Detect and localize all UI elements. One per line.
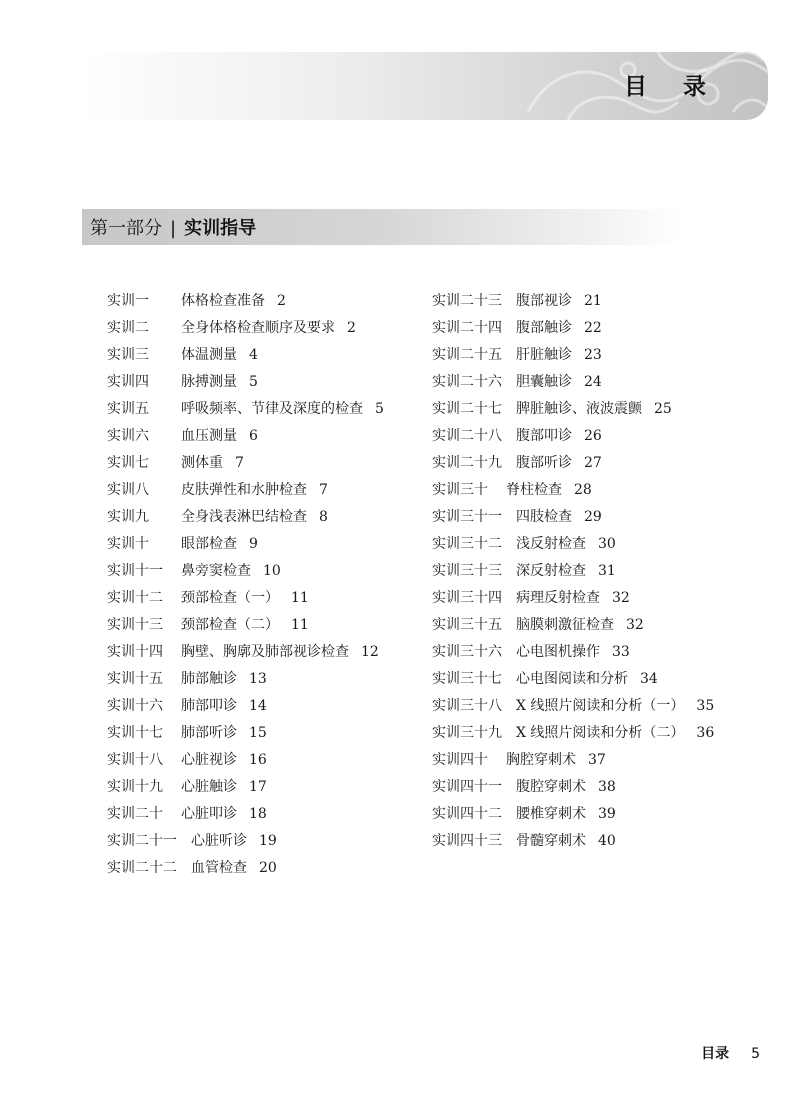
toc-entry-number: 实训三十六 <box>432 644 502 660</box>
header-band <box>82 52 768 120</box>
toc-entry[interactable] <box>107 369 417 396</box>
toc-entry[interactable] <box>107 531 417 558</box>
toc-entry-title: 心脏叩诊 <box>181 806 237 822</box>
footer-page-number: 5 <box>751 1046 760 1062</box>
toc-entry[interactable] <box>432 720 762 747</box>
toc-entry-number: 实训三十四 <box>432 590 502 606</box>
toc-entry[interactable] <box>432 477 762 504</box>
toc-entry-page: 9 <box>249 536 258 552</box>
toc-entry-title: 腹部叩诊 <box>516 428 572 444</box>
toc-entry-title: 心脏触诊 <box>181 779 237 795</box>
toc-entry[interactable] <box>432 801 762 828</box>
section-name: 实训指导 <box>184 218 257 239</box>
toc-entry-number: 实训四十二 <box>432 806 502 822</box>
toc-entry[interactable] <box>432 693 762 720</box>
toc-entry-number: 实训六 <box>107 428 149 444</box>
toc-entry-number: 实训八 <box>107 482 149 498</box>
toc-entry[interactable] <box>107 774 417 801</box>
toc-entry-number: 实训二十九 <box>432 455 502 471</box>
toc-entry-title: 心脏听诊 <box>191 833 247 849</box>
toc-entry-title: 骨髓穿刺术 <box>516 833 586 849</box>
toc-entry-number: 实训十九 <box>107 779 163 795</box>
toc-entry-number: 实训十一 <box>107 563 163 579</box>
toc-entry-title: 体格检查准备 <box>181 293 265 309</box>
toc-entry-title: 脾脏触诊、液波震颤 <box>516 401 642 417</box>
toc-entry-number: 实训十六 <box>107 698 163 714</box>
toc-entry-number: 实训三十八 <box>432 698 502 714</box>
toc-entry-title: 脉搏测量 <box>181 374 237 390</box>
toc-entry-number: 实训九 <box>107 509 149 525</box>
toc-entry[interactable] <box>107 288 417 315</box>
toc-entry-title: 心电图机操作 <box>516 644 600 660</box>
toc-entry-page: 5 <box>375 401 384 417</box>
toc-entry-page: 32 <box>626 617 644 633</box>
toc-entry-title: 测体重 <box>181 455 223 471</box>
section-part-label: 第一部分 <box>90 218 162 239</box>
toc-entry-page: 5 <box>249 374 258 390</box>
toc-entry-page: 16 <box>249 752 267 768</box>
toc-entry-title: 脊柱检查 <box>506 482 562 498</box>
toc-entry-number: 实训二十四 <box>432 320 502 336</box>
toc-entry-number: 实训四 <box>107 374 149 390</box>
toc-entry-page: 20 <box>259 860 277 876</box>
toc-entry-page: 39 <box>598 806 616 822</box>
toc-entry-title: 腹腔穿刺术 <box>516 779 586 795</box>
toc-entry-title: 呼吸频率、节律及深度的检查 <box>181 401 363 417</box>
toc-entry-page: 23 <box>584 347 602 363</box>
toc-entry-title: 肺部触诊 <box>181 671 237 687</box>
toc-entry-number: 实训三十三 <box>432 563 502 579</box>
toc-entry[interactable] <box>107 504 417 531</box>
toc-entry-number: 实训二十 <box>107 806 163 822</box>
toc-entry-title: 腹部听诊 <box>516 455 572 471</box>
toc-entry-title: 浅反射检查 <box>516 536 586 552</box>
toc-entry-page: 26 <box>584 428 602 444</box>
toc-entry[interactable] <box>107 666 417 693</box>
section-title <box>90 214 256 240</box>
toc-entry-title: 心脏视诊 <box>181 752 237 768</box>
toc-entry[interactable] <box>107 423 417 450</box>
toc-entry-page: 11 <box>291 617 309 633</box>
toc-entry-number: 实训三十 <box>432 482 488 498</box>
toc-entry-title: 胸腔穿刺术 <box>506 752 576 768</box>
toc-entry-page: 28 <box>574 482 592 498</box>
toc-entry-title: X 线照片阅读和分析（一） <box>516 698 685 714</box>
toc-entry-number: 实训四十 <box>432 752 488 768</box>
toc-entry-number: 实训三十二 <box>432 536 502 552</box>
toc-entry[interactable] <box>107 477 417 504</box>
page-footer <box>701 1043 760 1063</box>
toc-entry-page: 27 <box>584 455 602 471</box>
toc-entry-title: 深反射检查 <box>516 563 586 579</box>
toc-entry-number: 实训二十二 <box>107 860 177 876</box>
toc-entry[interactable] <box>432 612 762 639</box>
toc-entry-title: 心电图阅读和分析 <box>516 671 628 687</box>
toc-entry[interactable] <box>107 558 417 585</box>
toc-entry[interactable] <box>432 288 762 315</box>
toc-right-column <box>432 288 762 855</box>
toc-entry[interactable] <box>432 747 762 774</box>
toc-entry-title: 病理反射检查 <box>516 590 600 606</box>
toc-entry-page: 7 <box>319 482 328 498</box>
toc-entry-page: 15 <box>249 725 267 741</box>
footer-label: 目录 <box>701 1046 730 1062</box>
toc-entry-number: 实训十二 <box>107 590 163 606</box>
toc-entry[interactable] <box>107 342 417 369</box>
toc-entry-title: 体温测量 <box>181 347 237 363</box>
toc-entry-title: 腹部视诊 <box>516 293 572 309</box>
toc-entry-number: 实训二十七 <box>432 401 502 417</box>
toc-entry-number: 实训四十三 <box>432 833 502 849</box>
toc-entry[interactable] <box>107 855 417 882</box>
toc-entry[interactable] <box>432 558 762 585</box>
toc-entry-page: 10 <box>263 563 281 579</box>
toc-entry-number: 实训十三 <box>107 617 163 633</box>
toc-entry-page: 7 <box>235 455 244 471</box>
toc-entry[interactable] <box>107 747 417 774</box>
toc-entry[interactable] <box>432 450 762 477</box>
toc-entry-number: 实训二 <box>107 320 149 336</box>
toc-entry-title: 皮肤弹性和水肿检查 <box>181 482 307 498</box>
toc-entry-number: 实训三 <box>107 347 149 363</box>
toc-entry[interactable] <box>107 450 417 477</box>
toc-entry-page: 24 <box>584 374 602 390</box>
toc-entry[interactable] <box>432 531 762 558</box>
toc-entry-number: 实训二十五 <box>432 347 502 363</box>
toc-entry[interactable] <box>432 585 762 612</box>
toc-entry-page: 6 <box>249 428 258 444</box>
toc-left-column <box>107 288 417 882</box>
toc-entry[interactable] <box>432 423 762 450</box>
toc-entry-page: 35 <box>696 698 715 714</box>
toc-entry-number: 实训一 <box>107 293 149 309</box>
toc-entry-page: 14 <box>249 698 267 714</box>
toc-entry-number: 实训三十五 <box>432 617 502 633</box>
toc-entry[interactable] <box>432 774 762 801</box>
toc-entry-number: 实训四十一 <box>432 779 502 795</box>
toc-entry[interactable] <box>107 396 417 423</box>
toc-entry-page: 29 <box>584 509 602 525</box>
toc-entry-page: 18 <box>249 806 267 822</box>
toc-entry[interactable] <box>107 693 417 720</box>
toc-entry-number: 实训十七 <box>107 725 163 741</box>
toc-entry-number: 实训十 <box>107 536 149 552</box>
toc-entry-title: 肺部叩诊 <box>181 698 237 714</box>
toc-entry-number: 实训三十九 <box>432 725 502 741</box>
toc-entry-title: 全身体格检查顺序及要求 <box>181 320 335 336</box>
toc-entry[interactable] <box>107 828 417 855</box>
toc-entry[interactable] <box>432 828 762 855</box>
toc-entry-title: 腹部触诊 <box>516 320 572 336</box>
toc-entry-title: 肝脏触诊 <box>516 347 572 363</box>
toc-entry[interactable] <box>107 315 417 342</box>
toc-entry-number: 实训三十七 <box>432 671 502 687</box>
toc-entry-title: 血管检查 <box>191 860 247 876</box>
toc-entry-page: 25 <box>654 401 672 417</box>
toc-entry[interactable] <box>107 585 417 612</box>
toc-entry-title: 肺部听诊 <box>181 725 237 741</box>
toc-entry[interactable] <box>432 639 762 666</box>
toc-entry-page: 12 <box>361 644 379 660</box>
section-separator: | <box>170 218 177 239</box>
toc-entry[interactable] <box>432 369 762 396</box>
toc-entry-title: 鼻旁窦检查 <box>181 563 251 579</box>
toc-entry-page: 34 <box>640 671 658 687</box>
toc-entry-number: 实训五 <box>107 401 149 417</box>
toc-entry[interactable] <box>432 396 762 423</box>
toc-entry[interactable] <box>432 666 762 693</box>
toc-entry[interactable] <box>107 612 417 639</box>
toc-entry-page: 33 <box>612 644 630 660</box>
toc-entry-title: 胆囊触诊 <box>516 374 572 390</box>
toc-entry-title: 全身浅表淋巴结检查 <box>181 509 307 525</box>
toc-entry-title: 四肢检查 <box>516 509 572 525</box>
toc-entry[interactable] <box>107 639 417 666</box>
toc-entry-title: 胸壁、胸廓及肺部视诊检查 <box>181 644 349 660</box>
toc-entry-number: 实训二十三 <box>432 293 502 309</box>
toc-entry-number: 实训二十六 <box>432 374 502 390</box>
section-heading <box>82 209 682 245</box>
toc-entry-page: 30 <box>598 536 616 552</box>
toc-entry-page: 13 <box>249 671 267 687</box>
toc-entry-number: 实训十四 <box>107 644 163 660</box>
page-title: 目 录 <box>623 74 720 100</box>
toc-entry[interactable] <box>107 801 417 828</box>
toc-entry-page: 31 <box>598 563 616 579</box>
toc-entry-page: 2 <box>277 293 286 309</box>
toc-entry-number: 实训二十一 <box>107 833 177 849</box>
toc-entry[interactable] <box>432 315 762 342</box>
toc-entry-number: 实训十五 <box>107 671 163 687</box>
toc-entry[interactable] <box>432 342 762 369</box>
toc-entry-title: 颈部检查（二） <box>181 617 279 633</box>
toc-entry-page: 11 <box>291 590 309 606</box>
toc-entry-page: 32 <box>612 590 630 606</box>
toc-entry-title: X 线照片阅读和分析（二） <box>516 725 685 741</box>
toc-entry-title: 腰椎穿刺术 <box>516 806 586 822</box>
toc-entry-page: 37 <box>588 752 606 768</box>
toc-entry-title: 血压测量 <box>181 428 237 444</box>
toc-entry[interactable] <box>432 504 762 531</box>
toc-entry-page: 8 <box>319 509 328 525</box>
toc-entry-number: 实训三十一 <box>432 509 502 525</box>
toc-entry-page: 22 <box>584 320 602 336</box>
toc-entry-number: 实训二十八 <box>432 428 502 444</box>
toc-entry-page: 19 <box>259 833 277 849</box>
toc-entry-page: 36 <box>696 725 715 741</box>
toc-entry-page: 2 <box>347 320 356 336</box>
toc-entry-page: 38 <box>598 779 616 795</box>
toc-entry-page: 40 <box>598 833 616 849</box>
toc-entry[interactable] <box>107 720 417 747</box>
toc-entry-number: 实训十八 <box>107 752 163 768</box>
toc-entry-page: 17 <box>249 779 267 795</box>
toc-entry-page: 21 <box>584 293 602 309</box>
toc-entry-title: 眼部检查 <box>181 536 237 552</box>
toc-entry-page: 4 <box>249 347 258 363</box>
toc-entry-title: 颈部检查（一） <box>181 590 279 606</box>
toc-entry-number: 实训七 <box>107 455 149 471</box>
toc-entry-title: 脑膜刺激征检查 <box>516 617 614 633</box>
